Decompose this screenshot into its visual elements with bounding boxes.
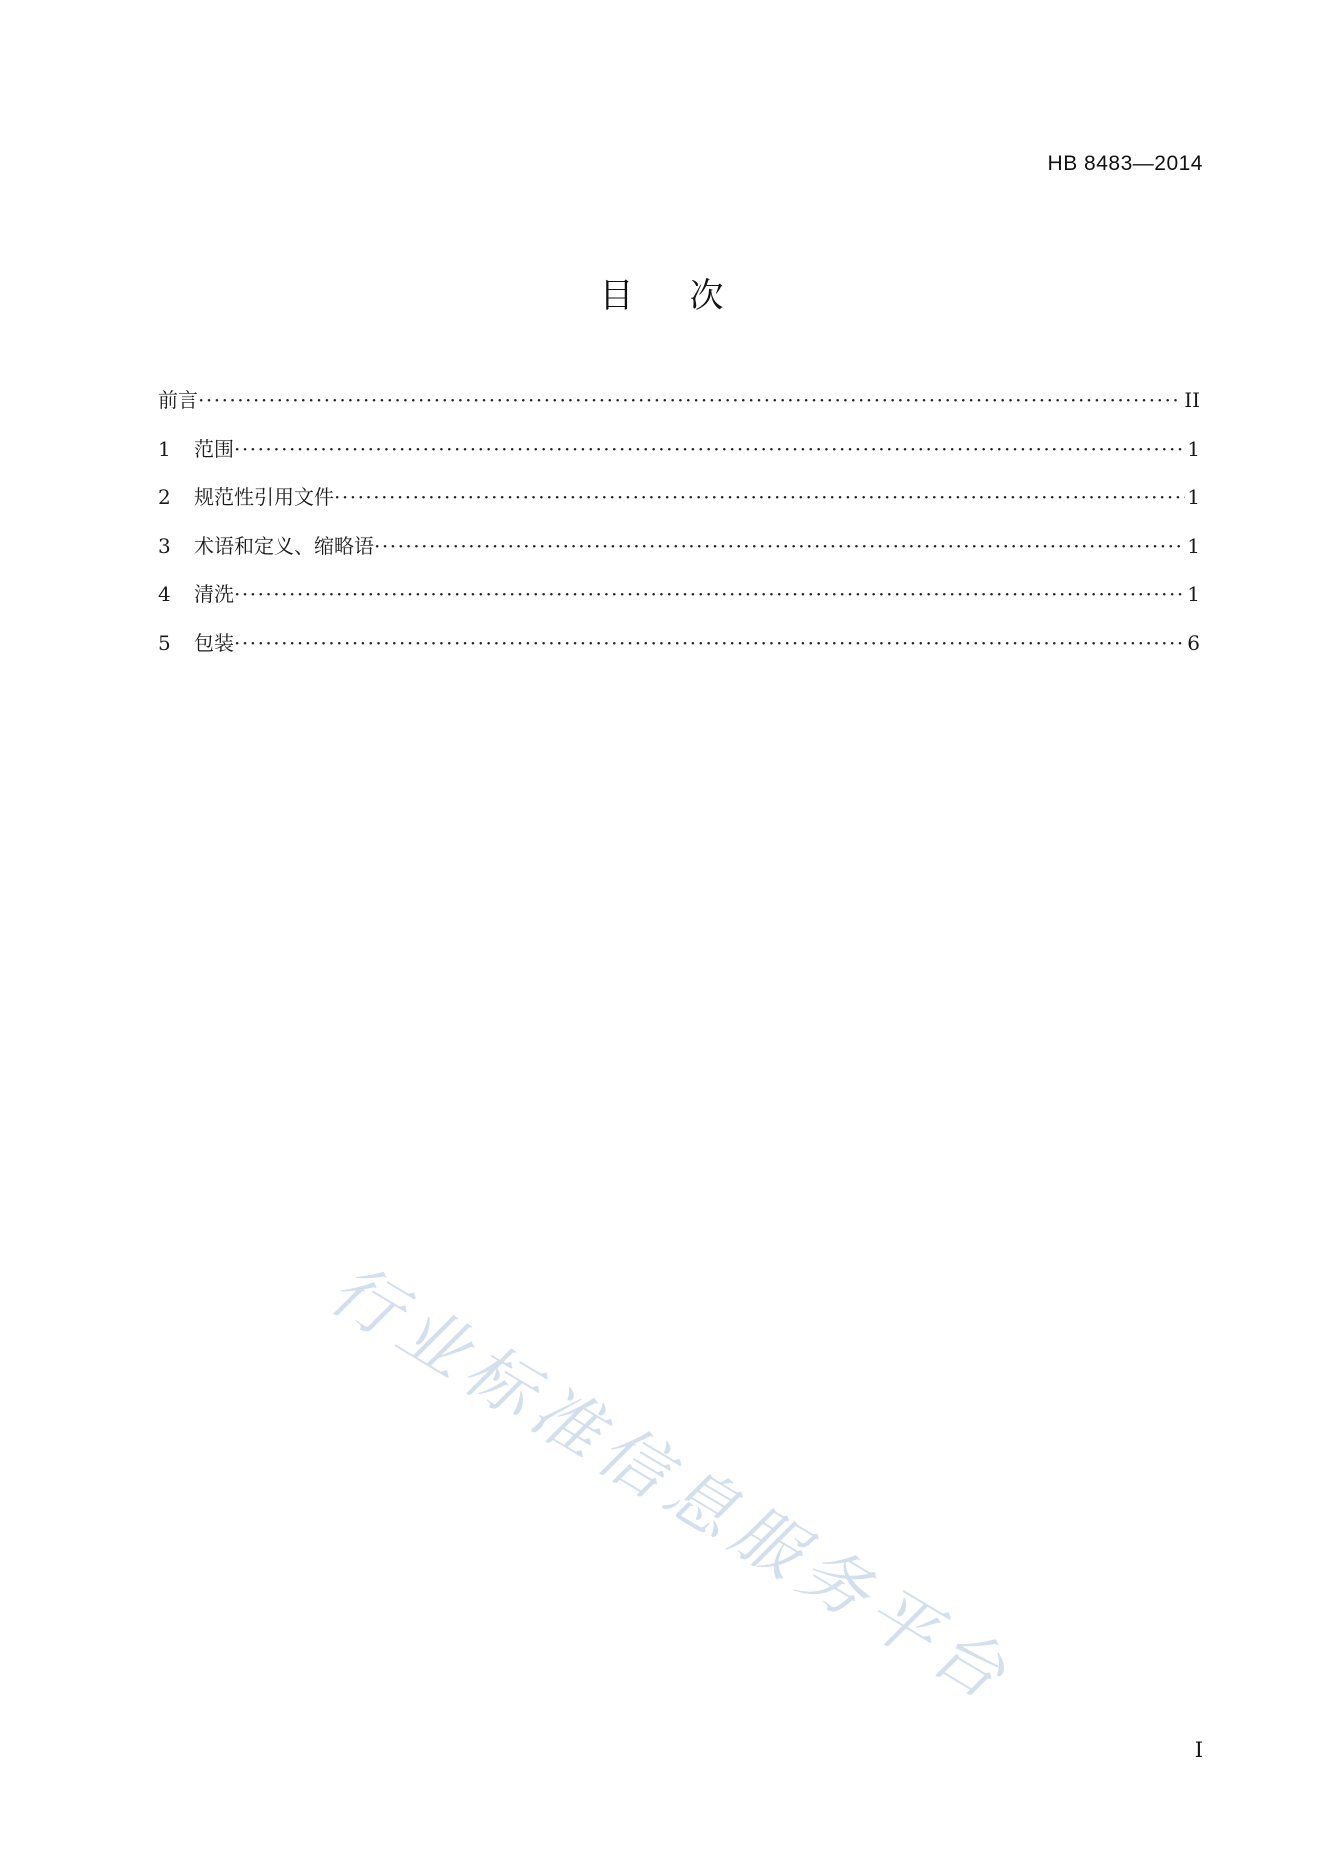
toc-entry-terms-definitions[interactable] bbox=[158, 522, 1200, 571]
toc-entry-label: 术语和定义、缩略语 bbox=[194, 533, 374, 558]
toc-dot-leader bbox=[198, 376, 1182, 425]
toc-entry-label: 范围 bbox=[194, 436, 234, 461]
toc-entry-number: 1 bbox=[158, 436, 171, 461]
toc-dot-leader bbox=[234, 425, 1185, 474]
toc-entry-label: 前言 bbox=[158, 388, 198, 412]
toc-dot-leader bbox=[334, 473, 1185, 522]
toc-entry-page: 1 bbox=[1187, 436, 1200, 461]
page-title: 目次 bbox=[599, 276, 780, 316]
toc-entry-page: 1 bbox=[1187, 582, 1200, 606]
toc-entry-number: 4 bbox=[158, 582, 171, 606]
toc-dot-leader bbox=[234, 570, 1185, 619]
toc-dot-leader bbox=[374, 522, 1185, 571]
toc-entry-number: 3 bbox=[158, 533, 171, 558]
toc-entry-foreword[interactable] bbox=[158, 376, 1200, 425]
toc-entry-page: II bbox=[1184, 388, 1200, 412]
toc-entry-page: 1 bbox=[1187, 533, 1200, 558]
toc-entry-label: 清洗 bbox=[194, 582, 234, 606]
watermark: 行业标准信息服务平台 bbox=[316, 1249, 1026, 1720]
toc-entry-scope[interactable] bbox=[158, 425, 1200, 474]
toc-entry-label: 包装 bbox=[194, 630, 234, 655]
toc-entry-number: 2 bbox=[158, 485, 171, 509]
toc-entry-label: 规范性引用文件 bbox=[194, 485, 334, 509]
page-number: I bbox=[1194, 1738, 1203, 1762]
standard-number: HB 8483—2014 bbox=[1047, 152, 1203, 175]
table-of-contents bbox=[158, 376, 1200, 667]
toc-entry-cleaning[interactable] bbox=[158, 570, 1200, 619]
toc-entry-packaging[interactable] bbox=[158, 619, 1200, 668]
toc-entry-page: 1 bbox=[1187, 485, 1200, 509]
toc-entry-normative-references[interactable] bbox=[158, 473, 1200, 522]
toc-dot-leader bbox=[234, 619, 1185, 668]
toc-entry-page: 6 bbox=[1187, 630, 1200, 655]
toc-entry-number: 5 bbox=[158, 630, 171, 655]
